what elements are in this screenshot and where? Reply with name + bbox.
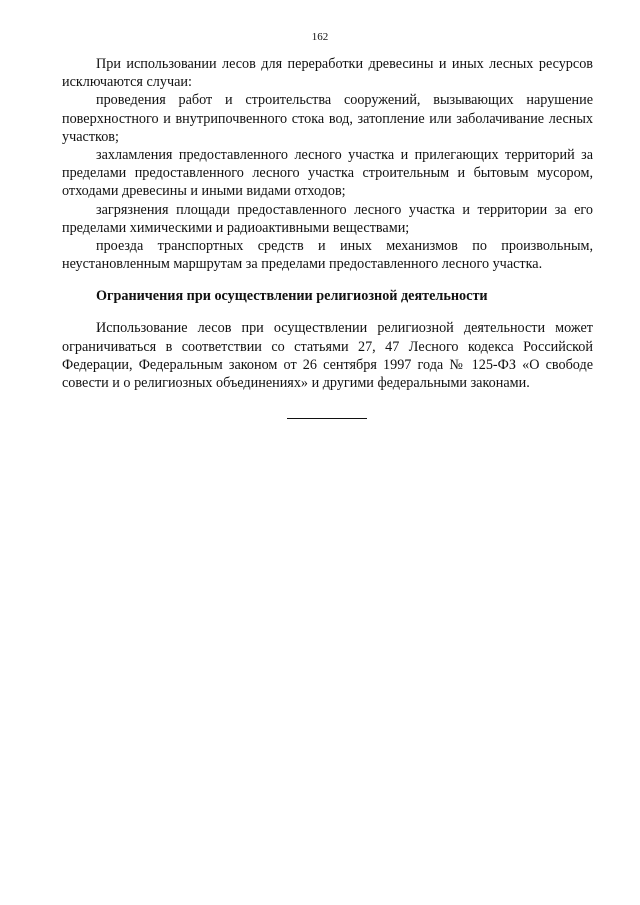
forest-processing-item-4: проезда транспортных средств и иных механизмов по произвольным, неустановленным маршрутам за пределами предоставленного лесного участка. [62, 238, 593, 273]
religious-section-heading: Ограничения при осуществлении религиозной деятельности [96, 288, 488, 305]
page-content [62, 55, 593, 392]
religious-section-body: Использование лесов при осуществлении религиозной деятельности может ограничиваться в соответствии со статьями 27, 47 Лесного кодекса Российской Федерации, Федеральным законом от 26 сентября 1997 года № 125-ФЗ «О свободе совести и о религиозных объединениях» и другими федеральными законами. [62, 320, 593, 392]
end-of-section-rule [287, 418, 367, 419]
forest-processing-item-1: проведения работ и строительства сооружений, вызывающих нарушение поверхностного и внутрипочвенного стока вод, затопление или заболачивание лесных участков; [62, 92, 593, 145]
page-number: 162 [311, 31, 329, 43]
forest-processing-item-3: загрязнения площади предоставленного лесного участка и территории за его пределами химическими и радиоактивными веществами; [62, 201, 593, 236]
forest-processing-item-2: захламления предоставленного лесного участка и прилегающих территорий за пределами предоставленного лесного участка строительным и бытовым мусором, отходами древесины и иными видами отходов; [62, 147, 593, 200]
forest-processing-intro: При использовании лесов для переработки древесины и иных лесных ресурсов исключаются случаи: [62, 56, 593, 91]
